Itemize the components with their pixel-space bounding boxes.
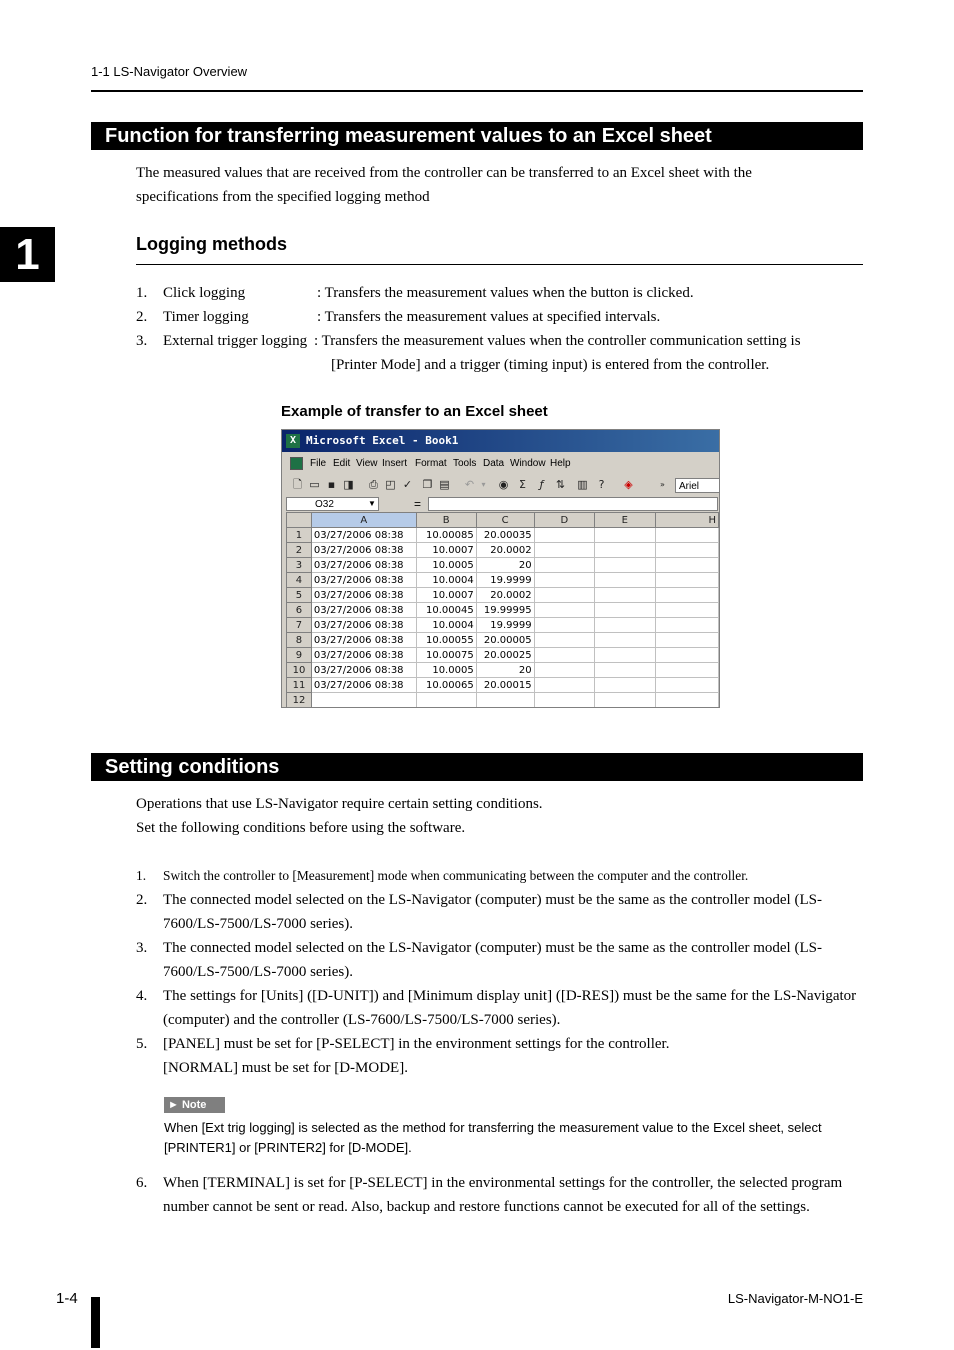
section2-intro-line2: Set the following conditions before using the software. [136,820,466,836]
menu-window[interactable]: Window [510,458,546,469]
row-header[interactable]: 9 [287,648,312,663]
name-box[interactable]: O32 [286,497,379,511]
cell-empty[interactable] [655,573,718,588]
cell-value-b[interactable]: 10.00075 [416,648,476,663]
cell-value-c[interactable]: 20.00025 [476,648,534,663]
cell-value-c[interactable]: 19.99995 [476,603,534,618]
cell-empty[interactable] [655,588,718,603]
cell-value-b[interactable]: 10.0007 [416,543,476,558]
cell-value-c[interactable]: 19.9999 [476,618,534,633]
cell-empty[interactable] [595,663,655,678]
condition-item [136,1032,863,1080]
cell-timestamp[interactable]: 03/27/2006 08:38 [311,603,416,618]
cell-empty[interactable] [595,543,655,558]
cell-timestamp[interactable]: 03/27/2006 08:38 [311,633,416,648]
table-row [287,663,719,678]
menu-insert[interactable]: Insert [382,458,408,469]
menu-data[interactable]: Data [483,458,505,469]
condition-item [136,864,863,888]
condition-item [136,888,863,936]
cell-empty[interactable] [534,573,594,588]
row-header[interactable]: 6 [287,603,312,618]
cell-value-c[interactable]: 19.9999 [476,573,534,588]
cell-timestamp[interactable]: 03/27/2006 08:38 [311,573,416,588]
cell-value-c[interactable]: 20.0002 [476,543,534,558]
cell-empty[interactable] [595,618,655,633]
spreadsheet-grid [286,512,719,708]
list-number: 2. [136,892,148,908]
spelling-icon[interactable]: ✓ [402,478,413,491]
cell-empty[interactable] [534,663,594,678]
formula-input[interactable] [428,497,718,511]
section-title-setting-conditions: Setting conditions [91,753,863,781]
cell-timestamp[interactable]: 03/27/2006 08:38 [311,663,416,678]
cell-value-b[interactable] [416,693,476,708]
logging-method-label: Click logging [163,285,246,301]
row-header[interactable]: 7 [287,618,312,633]
excel-window [281,429,720,708]
condition-item [136,1171,863,1243]
cell-value-b[interactable]: 10.0004 [416,573,476,588]
running-header: 1-1 LS-Navigator Overview [91,64,248,79]
cell-value-c[interactable]: 20.0002 [476,588,534,603]
print-icon[interactable]: ⎙ [369,478,378,491]
autosum-icon[interactable]: Σ [519,478,526,491]
condition-text-cont: [NORMAL] must be set for [D-MODE]. [163,1060,408,1076]
menu-file[interactable]: File [310,458,327,469]
cell-empty[interactable] [534,528,594,543]
font-name-box[interactable]: Ariel [675,478,720,493]
cell-empty[interactable] [534,618,594,633]
condition-item [136,936,863,984]
undo-dropdown-icon[interactable]: ▾ [481,480,486,489]
logging-item [136,329,863,377]
column-header-c[interactable]: C [476,513,534,528]
list-number: 1. [136,285,148,301]
undo-icon[interactable]: ↶ [464,478,475,491]
cell-empty[interactable] [655,663,718,678]
menu-help[interactable]: Help [550,458,571,469]
condition-text: The connected model selected on the LS-Navigator (computer) must be the same as the controller model (LS-7600/LS-7500/LS-7000 series). [163,892,822,932]
excel-window-title: Microsoft Excel - Book1 [306,434,459,447]
cell-empty[interactable] [655,558,718,573]
formula-bar [282,496,719,512]
header-rule [91,90,863,92]
cell-empty[interactable] [595,648,655,663]
cell-value-c[interactable]: 20.00005 [476,633,534,648]
menu-format[interactable]: Format [415,458,447,469]
row-header[interactable]: 5 [287,588,312,603]
section2-intro-line1: Operations that use LS-Navigator require certain setting conditions. [136,796,543,812]
cell-timestamp[interactable]: 03/27/2006 08:38 [311,648,416,663]
cell-value-c[interactable]: 20 [476,663,534,678]
cell-empty[interactable] [534,693,594,708]
cell-timestamp[interactable]: 03/27/2006 08:38 [311,678,416,693]
page-number: 1-4 [56,1290,78,1307]
column-header-b[interactable]: B [416,513,476,528]
column-header-a[interactable]: A [311,513,416,528]
excel-logo-icon: X [286,434,300,448]
table-row [287,573,719,588]
condition-text: Switch the controller to [Measurement] mode when communicating between the computer and the controller. [163,868,749,883]
permission-icon[interactable]: ◨ [343,478,354,491]
name-box-dropdown-icon[interactable]: ▼ [368,499,376,508]
cell-empty[interactable] [655,678,718,693]
logging-item [136,281,863,305]
column-header-e[interactable]: E [595,513,655,528]
cell-value-b[interactable]: 10.0004 [416,618,476,633]
excel-toolbar [282,474,719,496]
cell-empty[interactable] [595,528,655,543]
row-header[interactable]: 11 [287,678,312,693]
cell-empty[interactable] [655,693,718,708]
cell-value-c[interactable] [476,693,534,708]
cell-empty[interactable] [655,603,718,618]
cell-empty[interactable] [655,543,718,558]
footer-bar [91,1297,100,1348]
cell-empty[interactable] [534,558,594,573]
cell-timestamp[interactable]: 03/27/2006 08:38 [311,618,416,633]
cell-value-b[interactable]: 10.0005 [416,558,476,573]
cell-empty[interactable] [534,543,594,558]
cell-empty[interactable] [595,603,655,618]
copy-icon[interactable]: ❐ [422,478,433,491]
workbook-icon[interactable] [290,457,303,470]
cell-value-b[interactable]: 10.0005 [416,663,476,678]
research-icon[interactable]: ◈ [624,478,633,491]
cell-value-b[interactable]: 10.00065 [416,678,476,693]
cell-empty[interactable] [595,573,655,588]
row-header[interactable]: 12 [287,693,312,708]
section1-intro-line2: specifications from the specified logging method [136,189,430,205]
new-file-icon[interactable]: 🗋 [293,478,302,491]
cell-empty[interactable] [655,618,718,633]
column-header-d[interactable]: D [534,513,594,528]
logging-item [136,305,863,329]
condition-text: The settings for [Units] ([D-UNIT]) and [Minimum display unit] ([D-RES]) must be the same for the LS-Navigator (computer) and the controller (LS-7600/LS-7500/LS-7000 series). [163,988,857,1028]
list-number: 4. [136,988,148,1004]
save-icon[interactable]: ▪ [327,478,336,491]
cell-timestamp[interactable]: 03/27/2006 08:38 [311,558,416,573]
cell-empty[interactable] [595,678,655,693]
cell-value-b[interactable]: 10.00055 [416,633,476,648]
note-text: When [Ext trig logging] is selected as the method for transferring the measurement value to the Excel sheet, select [PRINTER1] or [PRINTER2] for [D-MODE]. [164,1120,822,1155]
row-header[interactable]: 10 [287,663,312,678]
cell-empty[interactable] [595,633,655,648]
table-row [287,693,719,708]
column-header-row [287,513,719,528]
row-header[interactable]: 3 [287,558,312,573]
chart-wizard-icon[interactable]: ▥ [577,478,588,491]
cell-empty[interactable] [655,528,718,543]
row-header[interactable]: 2 [287,543,312,558]
table-row [287,558,719,573]
list-number: 1. [136,868,147,883]
logging-method-label: External trigger logging [163,333,308,349]
excel-title-bar [282,430,719,452]
cell-empty[interactable] [534,603,594,618]
logging-method-desc: : Transfers the measurement values when the button is clicked. [317,285,694,301]
select-all-corner[interactable] [287,513,312,528]
row-header[interactable]: 4 [287,573,312,588]
help-icon[interactable]: ? [598,478,605,491]
cell-empty[interactable] [655,648,718,663]
cell-value-c[interactable]: 20.00035 [476,528,534,543]
cell-empty[interactable] [655,633,718,648]
chapter-tab: 1 [0,227,55,282]
list-number: 3. [136,333,148,349]
cell-value-b[interactable]: 10.00045 [416,603,476,618]
document-id: LS-Navigator-M-NO1-E [727,1291,863,1306]
logging-method-label: Timer logging [163,309,249,325]
cell-timestamp[interactable] [311,693,416,708]
section-title-excel-transfer: Function for transferring measurement values to an Excel sheet [91,122,863,150]
logging-method-desc-cont: [Printer Mode] and a trigger (timing input) is entered from the controller. [331,357,770,373]
sort-icon[interactable]: ⇅ [555,478,566,491]
row-header[interactable]: 8 [287,633,312,648]
menu-tools[interactable]: Tools [453,458,477,469]
open-folder-icon[interactable]: ▭ [309,478,320,491]
table-row [287,588,719,603]
cell-timestamp[interactable]: 03/27/2006 08:38 [311,588,416,603]
list-number: 5. [136,1036,148,1052]
subhead-rule [136,264,863,265]
table-row [287,633,719,648]
excel-menu-bar [282,454,719,474]
print-preview-icon[interactable]: ◰ [385,478,396,491]
cell-value-b[interactable]: 10.0007 [416,588,476,603]
cell-empty[interactable] [534,678,594,693]
condition-text: When [TERMINAL] is set for [P-SELECT] in the environmental settings for the controller, the selected program number cannot be sent or read. Also, backup and restore functions cannot be executed for all of the settings. [163,1175,843,1215]
cell-empty[interactable] [534,588,594,603]
menu-edit[interactable]: Edit [333,458,351,469]
condition-item [136,984,863,1032]
paste-icon[interactable]: ▤ [439,478,450,491]
list-number: 6. [136,1175,148,1191]
menu-view[interactable]: View [356,458,378,469]
table-row [287,678,719,693]
cell-timestamp[interactable]: 03/27/2006 08:38 [311,543,416,558]
cell-value-b[interactable]: 10.00085 [416,528,476,543]
table-row [287,603,719,618]
formula-equals[interactable]: = [414,497,422,511]
toolbar-options-icon[interactable]: » [660,480,665,489]
cell-empty[interactable] [534,633,594,648]
note-label: ► Note [164,1097,225,1113]
table-row [287,618,719,633]
logging-methods-heading: Logging methods [136,234,287,254]
cell-empty[interactable] [595,588,655,603]
hyperlink-icon[interactable]: ◉ [498,478,509,491]
row-header[interactable]: 1 [287,528,312,543]
function-icon[interactable]: ƒ [539,478,544,491]
list-number: 2. [136,309,148,325]
column-header-h[interactable]: H [655,513,718,528]
cell-empty[interactable] [534,648,594,663]
list-number: 3. [136,940,148,956]
section1-intro-line1: The measured values that are received from the controller can be transferred to an Excel sheet with the [136,165,752,181]
cell-empty[interactable] [595,693,655,708]
cell-value-c[interactable]: 20.00015 [476,678,534,693]
logging-method-desc: : Transfers the measurement values when the controller communication setting is [314,333,801,349]
cell-empty[interactable] [595,558,655,573]
figure-caption: Example of transfer to an Excel sheet [281,403,548,420]
condition-text: [PANEL] must be set for [P-SELECT] in the environment settings for the controller. [163,1036,670,1052]
table-row [287,543,719,558]
logging-method-desc: : Transfers the measurement values at specified intervals. [317,309,661,325]
cell-timestamp[interactable]: 03/27/2006 08:38 [311,528,416,543]
cell-value-c[interactable]: 20 [476,558,534,573]
table-row [287,528,719,543]
table-row [287,648,719,663]
condition-text: The connected model selected on the LS-Navigator (computer) must be the same as the controller model (LS-7600/LS-7500/LS-7000 series). [163,940,822,980]
